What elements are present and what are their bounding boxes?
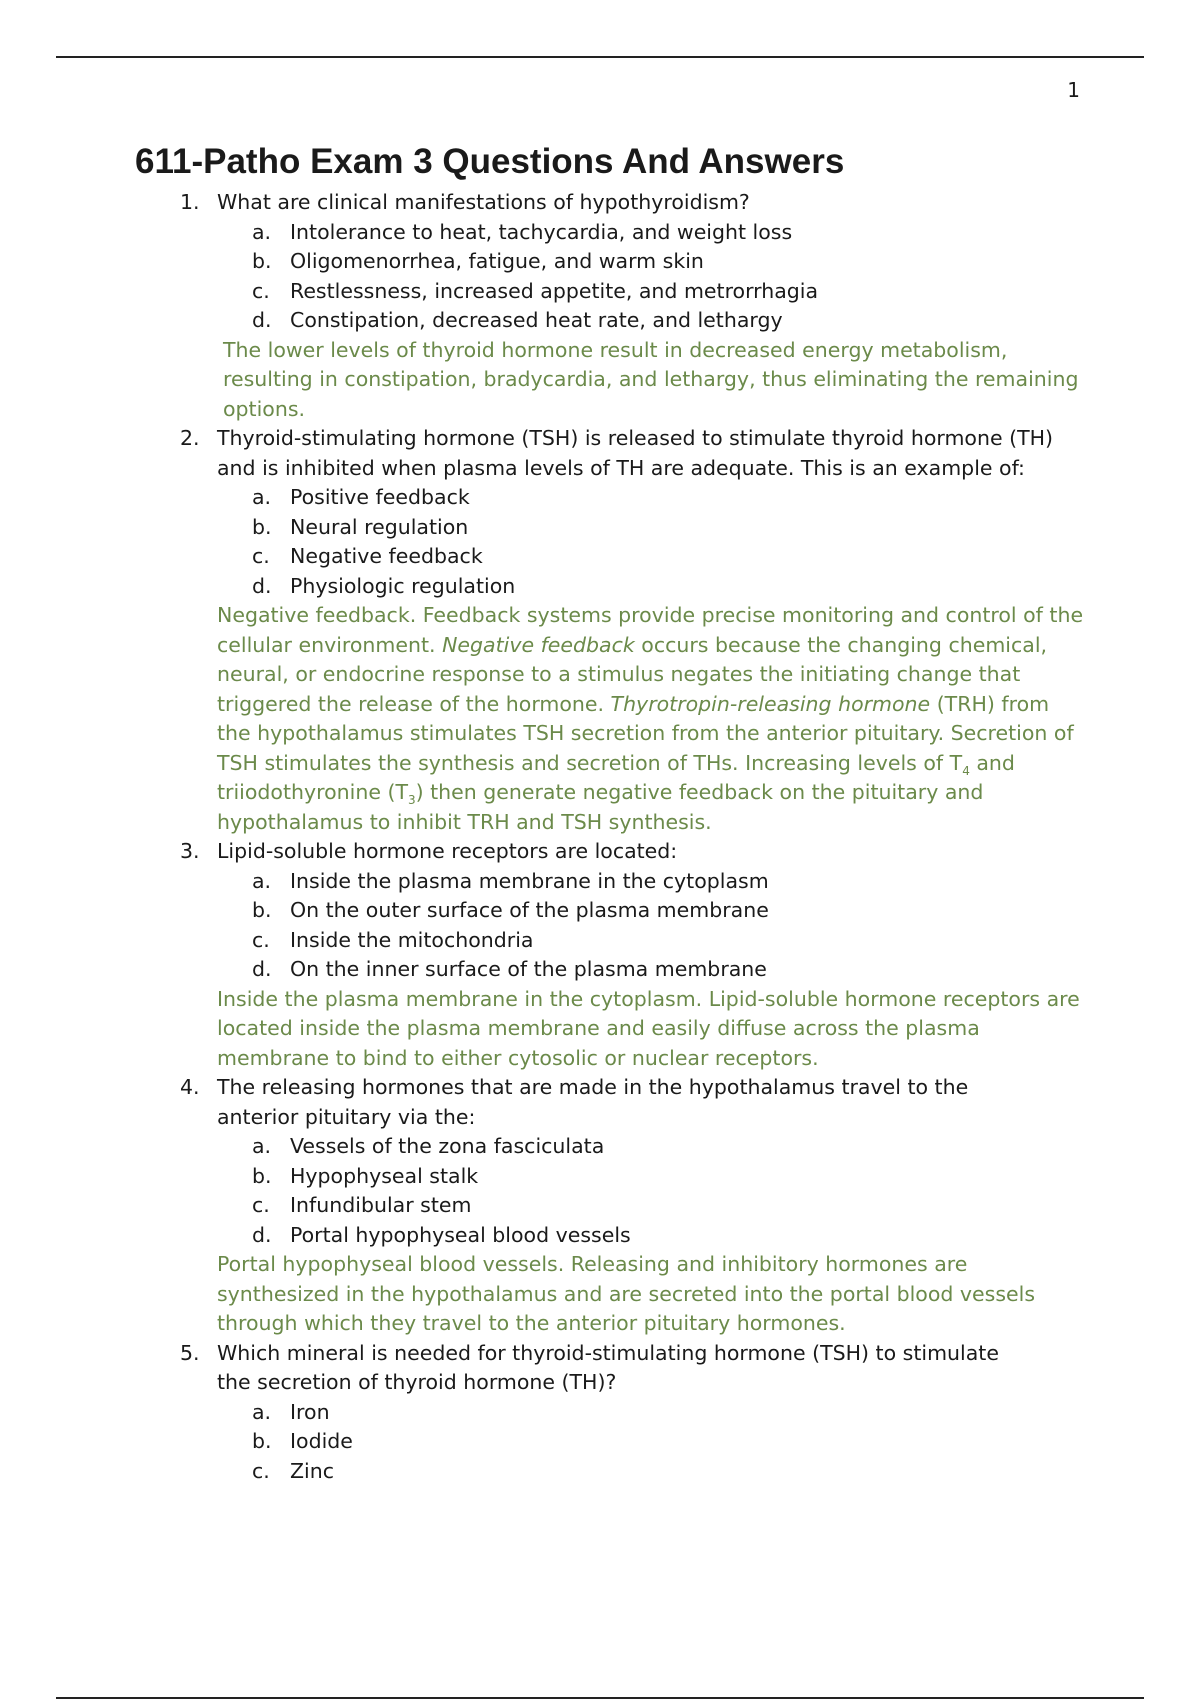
question-number: 5. — [180, 1340, 200, 1365]
question-4 — [0, 1073, 1077, 1132]
option-1d: d. Constipation, decreased heat rate, and lethargy — [252, 308, 783, 332]
option-4a: a. Vessels of the zona fasciculata — [252, 1134, 605, 1158]
option-3d: d. On the inner surface of the plasma membrane — [252, 957, 767, 981]
question-number: 1. — [180, 190, 200, 214]
question-5 — [0, 1339, 1077, 1398]
option-3a: a. Inside the plasma membrane in the cytoplasm — [252, 868, 769, 893]
answer-explanation-1: The lower levels of thyroid hormone result in decreased energy metabolism, resulting in constipation, bradycardia, and lethargy, thus eliminating the remaining options. — [223, 337, 1079, 421]
option-4d: d. Portal hypophyseal blood vessels — [252, 1222, 631, 1247]
question-3 — [0, 837, 1077, 867]
question-number: 2. — [180, 426, 200, 450]
answer-explanation-4: Portal hypophyseal blood vessels. Releasing and inhibitory hormones are synthesized in the hypothalamus and are secreted into the portal blood vessels through which they travel to the anterior pituitary hormones. — [217, 1252, 1036, 1335]
question-number: 3. — [180, 839, 200, 863]
option-1c: c. Restlessness, increased appetite, and metrorrhagia — [252, 278, 819, 303]
question-text-line-2: anterior pituitary via the: — [217, 1104, 476, 1129]
option-5b: b. Iodide — [252, 1429, 353, 1453]
question-text-line-1: Which mineral is needed for thyroid-stimulating hormone (TSH) to stimulate — [217, 1340, 999, 1365]
question-text-line-2: the secretion of thyroid hormone (TH)? — [217, 1370, 617, 1394]
question-1 — [0, 188, 1077, 218]
option-3c: c. Inside the mitochondria — [252, 927, 534, 952]
footer-rule — [56, 1697, 1144, 1699]
option-1b: b. Oligomenorrhea, fatigue, and warm skin — [252, 249, 704, 273]
page-number: 1 — [1067, 78, 1080, 102]
option-3b: b. On the outer surface of the plasma membrane — [252, 898, 769, 922]
option-5c: c. Zinc — [252, 1458, 335, 1483]
option-5a: a. Iron — [252, 1399, 330, 1424]
question-2 — [0, 424, 1077, 483]
question-text: Lipid-soluble hormone receptors are located: — [217, 839, 678, 863]
question-text-line-1: The releasing hormones that are made in the hypothalamus travel to the — [217, 1075, 969, 1099]
option-1a: a. Intolerance to heat, tachycardia, and weight loss — [252, 219, 793, 244]
header-rule — [56, 56, 1144, 58]
answer-explanation-3: Inside the plasma membrane in the cytoplasm. Lipid-soluble hormone receptors are located inside the plasma membrane and easily diffuse across the plasma membrane to bind to either cytosolic or nuclear receptors. — [217, 986, 1080, 1070]
question-number: 4. — [180, 1075, 200, 1099]
option-2c: c. Negative feedback — [252, 544, 483, 568]
document-title: 611-Patho Exam 3 Questions And Answers — [135, 142, 845, 181]
option-2a: a. Positive feedback — [252, 485, 470, 509]
option-4c: c. Infundibular stem — [252, 1193, 472, 1217]
option-2d: d. Physiologic regulation — [252, 573, 516, 598]
option-2b: b. Neural regulation — [252, 514, 469, 539]
question-text: Thyroid-stimulating hormone (TSH) is released to stimulate thyroid hormone (TH) and is inhibited when plasma levels of TH are adequate. This is an example of: — [217, 426, 1054, 480]
option-4b: b. Hypophyseal stalk — [252, 1163, 479, 1188]
question-text: What are clinical manifestations of hypothyroidism? — [217, 190, 750, 214]
answer-explanation-2: Negative feedback. Feedback systems provide precise monitoring and control of the cellular environment. Negative feedback occurs because the changing chemical, neural, or endocrine response to a stimulus negates the initiating change that triggered the release of the hormone. Thyrotropin-releasing hormone (TRH) from the hypothalamus stimulates TSH secretion from the anterior pituitary. Secretion of TSH stimulates the synthesis and secretion of THs. Increasing levels of $T_4$ and triiodothyronine $(T_3)$ then generate negative feedback on the pituitary and hypothalamus to inhibit TRH and TSH synthesis. — [217, 603, 1084, 834]
question-list — [0, 188, 1200, 1486]
